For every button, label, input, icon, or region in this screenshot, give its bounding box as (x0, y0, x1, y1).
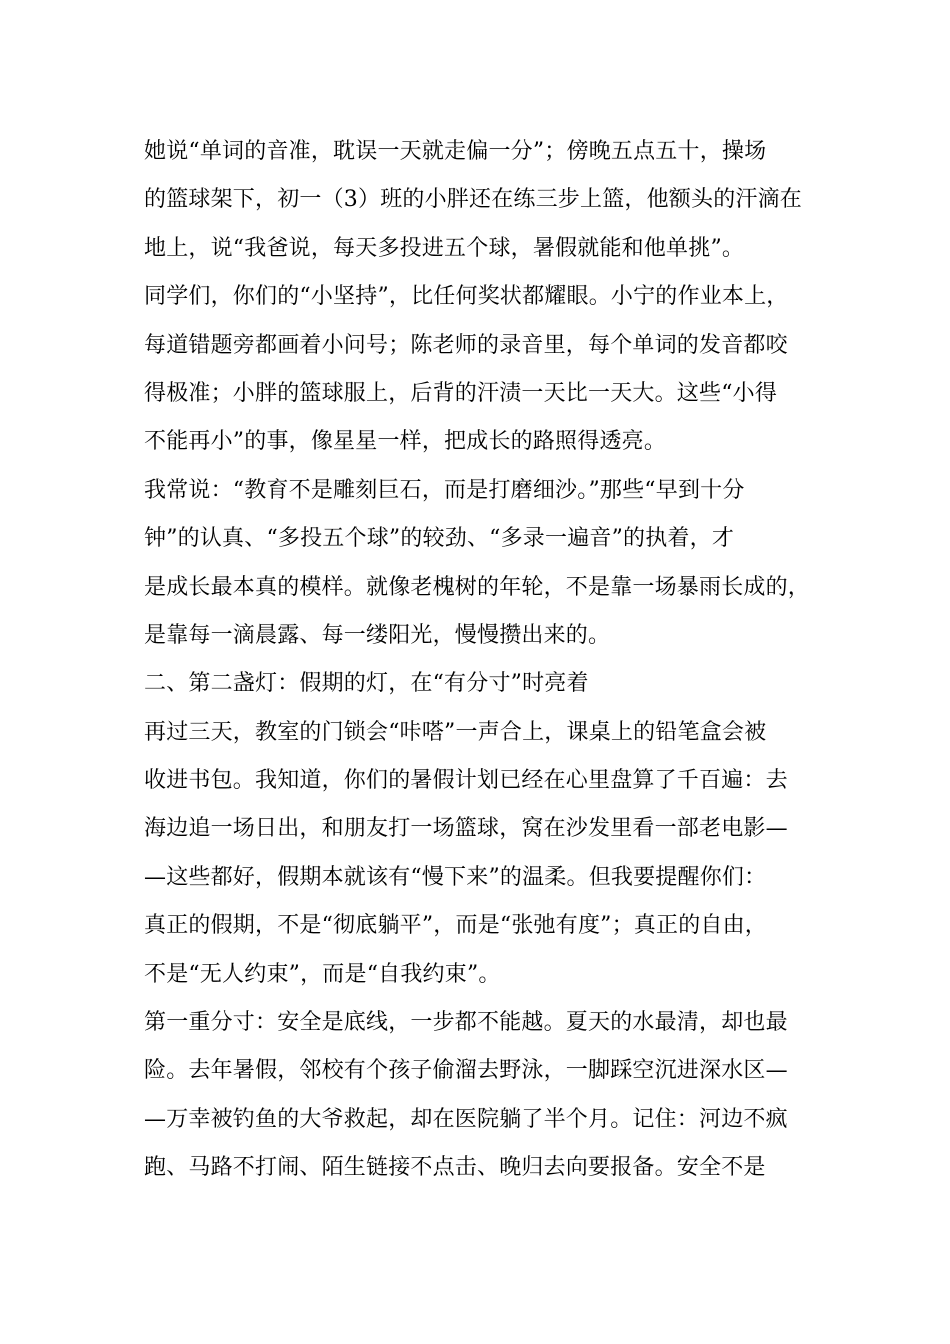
text-line: 真正的假期，不是“彻底躺平”，而是“张弛有度”；真正的自由， (144, 913, 767, 939)
text-line: 地上，说“我爸说，每天多投进五个球，暑假就能和他单挑”。 (144, 235, 745, 261)
text-line: 是靠每一滴晨露、每一缕阳光，慢慢攒出来的。 (144, 622, 611, 648)
text-line: 每道错题旁都画着小问号；陈老师的录音里，每个单词的发音都咬 (144, 332, 788, 358)
text-line: 同学们，你们的“小坚持”，比任何奖状都耀眼。小宁的作业本上， (144, 284, 789, 310)
text-line: —万幸被钓鱼的大爷救起，却在医院躺了半个月。记住：河边不疯 (144, 1106, 788, 1132)
text-line: 的篮球架下，初一（3）班的小胖还在练三步上篮，他额头的汗滴在 (144, 187, 802, 213)
text-line: 险。去年暑假，邻校有个孩子偷溜去野泳，一脚踩空沉进深水区— (144, 1058, 788, 1084)
text-line: 跑、马路不打闹、陌生链接不点击、晚归去向要报备。安全不是 (144, 1155, 766, 1181)
text-line: 得极准；小胖的篮球服上，后背的汗渍一天比一天大。这些“小得 (144, 380, 778, 406)
body-text (144, 128, 824, 1193)
text-line: 第一重分寸：安全是底线，一步都不能越。夏天的水最清，却也最 (144, 1010, 788, 1036)
text-line: 是成长最本真的模样。就像老槐树的年轮，不是靠一场暴雨长成的， (144, 574, 811, 600)
text-line: 钟”的认真、“多投五个球”的较劲、“多录一遍音”的执着，才 (144, 526, 735, 552)
text-line: 收进书包。我知道，你们的暑假计划已经在心里盘算了千百遍：去 (144, 768, 788, 794)
text-line: 海边追一场日出，和朋友打一场篮球，窝在沙发里看一部老电影— (144, 816, 788, 842)
text-line: 我常说：“教育不是雕刻巨石，而是打磨细沙。”那些“早到十分 (144, 477, 745, 503)
text-line: 不能再小”的事，像星星一样，把成长的路照得透亮。 (144, 429, 667, 455)
text-line: —这些都好，假期本就该有“慢下来”的温柔。但我要提醒你们： (144, 864, 767, 890)
text-line: 她说“单词的音准，耽误一天就走偏一分”；傍晚五点五十，操场 (144, 139, 767, 164)
section-heading: 二、第二盏灯：假期的灯，在“有分寸”时亮着 (144, 671, 589, 697)
text-line: 再过三天，教室的门锁会“咔嗒”一声合上，课桌上的铅笔盒会被 (144, 719, 767, 745)
text-line: 不是“无人约束”，而是“自我约束”。 (144, 961, 501, 987)
